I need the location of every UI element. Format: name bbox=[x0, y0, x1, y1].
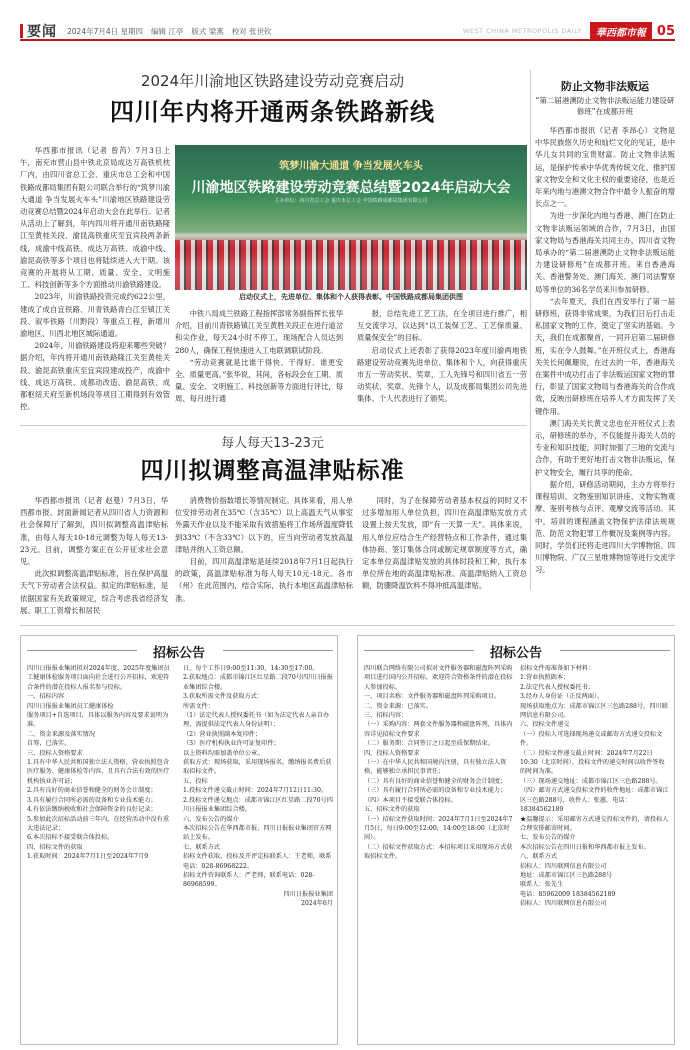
notice-line: （一）采购内容：两套文件服务器和磁盘阵列，具体内容详见招标文件要求 bbox=[364, 721, 513, 738]
section-title: 要闻 bbox=[27, 24, 57, 40]
story1-column-b bbox=[175, 308, 343, 420]
story1-column-a bbox=[20, 145, 170, 420]
notice-line: 2.具有良好的商业信誉和健全的财务会计制度； bbox=[27, 787, 157, 795]
photo-organizers: 主办单位：四川省总工会 重庆市总工会 中国铁路成都局集团有限公司 bbox=[274, 198, 428, 204]
notice-line: 本次招标公告在华西都市报、四川日报报业集团官方网站上发布。 bbox=[183, 824, 332, 842]
story2-headline: 四川拟调整高温津贴标准 bbox=[140, 458, 405, 484]
page-header bbox=[20, 23, 675, 41]
notice-line: （三）现场递交地址：成都市锦江区三色路288号。 bbox=[520, 777, 662, 785]
notice-line: 获取方式：现场获取，采用现场报名，缴纳报名费后获取招标文件。 bbox=[183, 759, 332, 776]
notice-line: 所需文件： bbox=[183, 702, 214, 710]
notice-1-date: 2024年6月 bbox=[300, 900, 333, 908]
notice-line: 1.获取时间：2024年7月1日至2024年7月9 bbox=[27, 853, 149, 861]
paragraph: “劳动竞赛就是比谁干得快、干得好、谁更安全、质量更高。”张华说，其间，各标段会在工期、质量、安全、文明施工、科技创新等方面进行评比，每周、每月进行通 bbox=[175, 357, 343, 404]
notice-line: 二、资金来源：已落实。 bbox=[364, 702, 433, 710]
page-number: 05 bbox=[656, 23, 675, 39]
notice-line: （一）在中华人民共和国境内注册，具有独立法人资格，能够独立承担民事责任； bbox=[364, 759, 507, 776]
notice-line: 一、招标内容 bbox=[27, 693, 65, 701]
notice-line: 七、联系方式 bbox=[183, 843, 221, 851]
paragraph: 2024年，川渝铁路建设将迎来哪些突破？据介绍，年内将开通川南铁路隆江关至黄桂关段、渝昆高铁重庆至宜宾段建成投产，成渝中线、成达万高铁、成都动改造、渝昆高铁、成都枢纽天府至新机场段等项目工期得到有效管控。 bbox=[20, 341, 170, 412]
story2-column-b bbox=[175, 495, 353, 603]
notice-1 bbox=[20, 635, 338, 1045]
notice-line: 八、联系方式 bbox=[520, 853, 558, 861]
notice-2-column-a bbox=[364, 664, 514, 1040]
notice-line: （二）具有良好的商业信誉和健全的财务会计制度； bbox=[364, 777, 507, 785]
notice-1-column-a bbox=[27, 664, 175, 1040]
notice-line: 一、项目名称：文件服务器和磁盘阵列采购项目。 bbox=[364, 693, 501, 701]
event-photo bbox=[175, 145, 527, 290]
notice-line: （三）具有履行合同所必需的设备和专业技术能力； bbox=[364, 787, 507, 795]
section-label bbox=[20, 21, 67, 41]
notice-line: 3.经办人身份证（正反两面）。 bbox=[520, 693, 604, 701]
notice-1-title: 招标公告 bbox=[152, 646, 205, 661]
paragraph: 华西都市报讯（记者 曾芮）7月3日上午，南充市营山县中铁北京局成达万高铁机枕厂内，由四川省总工会、重庆市总工会和中国铁路成都局集团有限公司联合举行的“筑梦川渝大通道 争当发展火车头”川渝地区铁路建设劳动竞赛总结暨2024年启动大会在此举行。记者从活动上了解到，年内四川将开通川南铁路隆江至黄桂关段、渝昆高铁重庆至宜宾段两条新线，成渝中线高铁、成达万高铁、成渝中线、渝昆高铁等多个项目也将陆续进入大干期。该竞赛的开展将从工期、质量、安全、文明施工、科技创新等多个方面推动川渝铁路建设。 bbox=[20, 146, 170, 290]
sidebar-title: 防止文物非法贩运 bbox=[561, 80, 649, 93]
notice-line: 六、发布公告的媒介 bbox=[183, 815, 239, 823]
story-divider bbox=[20, 425, 527, 426]
notice-line: 招标文件需准备如下材料： bbox=[520, 665, 595, 672]
notice-line: 3.获取所需文件及获取方式： bbox=[183, 693, 264, 701]
notice-line: 3.具有履行合同所必需的设备和专业技术能力； bbox=[27, 796, 157, 804]
notice-line: 招标人：四川联网信息有限公司 bbox=[520, 862, 607, 870]
paragraph: 为进一步深化内地与香港、澳门在防止文物非法贩运领域的合作，7月3日，由国家文物局与香港海关共同主办，四川省文物局承办的“第二届港澳防止文物非法贩运能力建设研修班”在成都开班。来自香港海关、香港警务处、澳门海关、澳门司法警察局等单位的36名学员来川参加研修。 bbox=[535, 211, 675, 294]
notice-line: 四、招标文件的获取 bbox=[27, 843, 83, 851]
proofreader-credit: 校对 张世钦 bbox=[231, 26, 272, 36]
notice-line: 四川联合网络有限公司拟对文件服务器和磁盘阵列采购项目进行国内公开招标，欢迎符合资格条件的潜在投标人参加投标。 bbox=[364, 665, 513, 691]
notice-1-column-b bbox=[183, 664, 333, 1040]
paragraph: 报，总结先进工艺工法，在全项目进行推广，相互交流学习，以达到“以工装保工艺、工艺保质量、质量保安全”的目标。 bbox=[357, 309, 527, 343]
sidebar-subtitle: “第二届港澳防止文物非法贩运能力建设研修班”在成都开班 bbox=[535, 96, 675, 116]
story2-column-c bbox=[362, 495, 527, 595]
paragraph: 同时，为了在保障劳动者基本权益的同时又不过多增加用人单位负担，四川在高温津贴发放方式设置上按天发放，即“有一天算一天”。具体来说，用人单位应结合生产经营特点和工作条件，通过集体协商、签订集体合同或制定规章制度等方式，确定本单位高温津贴发放的具体时段和工种，执行本单位所在地的高温津贴标准。高温津贴纳入工资总额，防骤降温饮料不得冲抵高温津贴。 bbox=[362, 496, 527, 591]
issue-date: 2024年7月4日 星期四 bbox=[67, 26, 144, 36]
header-meta bbox=[67, 26, 463, 37]
notice-line: （二）服务期：合同签订之日起至质保期结束。 bbox=[364, 740, 494, 748]
paragraph: 此次拟调整高温津贴标准，旨在保护高温天气下劳动者合法权益。拟定的津贴标准，是依据国家有关政策规定，综合考虑我省经济发展、职工工资增长和居民 bbox=[20, 569, 168, 615]
notice-1-signature: 四川日报报业集团 bbox=[283, 890, 333, 898]
paragraph: 据介绍，研修活动期间，主办方将举行课程培训、文物鉴别知识讲座、文物实物观摩、鉴别考核与点评、观摩交流等活动。其中，培训的课程涵盖文物保护法律法规规范、防范文物犯罪工作概况及案例等内容。同时，学员们还将走进四川大学博物馆、四川博物院、广汉三星堆博物馆等进行交流学习。 bbox=[535, 479, 675, 575]
notice-line: 招标人：四川联网信息有限公司 bbox=[520, 900, 607, 908]
notice-line: （四）本项目不接受联合体投标。 bbox=[364, 796, 457, 804]
paragraph: 华西都市报讯（记者 赵曼）7月3日，华西都市报、封面新闻记者从四川省人力资源和社会保障厅了解到，四川拟调整高温津贴标准，由每人每天10-18元调整为每人每天13-23元。目前，调整方案正在公开征求社会意见。 bbox=[20, 496, 168, 567]
notice-line: 四、投标人资格要求 bbox=[364, 749, 420, 757]
notice-line: ★温馨提示：采用邮寄方式递交投标文件的，请投标人合理安排邮寄时间。 bbox=[520, 815, 669, 832]
notice-line: 电话：85962009 18384562189 bbox=[520, 890, 616, 898]
notice-line: （一）招标文件获取时间：2024年7月1日至2024年7月5日，每日9:00至12:00，14:00至18:00（北京时间）。 bbox=[364, 815, 513, 842]
notice-line: 七、发布公告的媒介 bbox=[520, 834, 576, 842]
notice-line: 服务项目+自选项目，具体以服务内容及要求说明为准。 bbox=[27, 712, 169, 729]
paragraph: 中铁八局成兰铁路工程指挥部常务副指挥长张华介绍，目前川青铁路镇江关至黄胜关段正在进行道岔和尖作业，每天24小时不停工，现场配合人员达到280人，确保工程快速进入工电联调联试阶段。 bbox=[175, 309, 343, 355]
notice-line: （二）投标文件递交截止时间：2024年7月22日10:30（北京时间），投标文件的递交时间以收件签收的时间为准。 bbox=[520, 749, 665, 776]
notice-line: 2.投标文件递交地点：成都市锦江区红星路二段70号四川日报报业集团综合楼。 bbox=[183, 796, 333, 814]
section-bar bbox=[20, 24, 23, 38]
notice-line: （3）医疗机构执业许可证复印件； bbox=[183, 740, 280, 748]
paragraph: “去年夏天，我们在西安举行了第一届研修班，获得非常成果，为我们日后打击走私国家文物的工作，奠定了坚实的基础。今天，我们在成都聚首，一同开启第二届研修班，实在令人鼓舞。”在开班仪式上，香港海关关长何佩珊说，在过去的一年，香港海关在案件中成功打击了非法贩运国家文物的罪行，彰显了国家文物局与香港海关的合作成效，反映出研修班在培养人才方面发挥了关键作用。 bbox=[535, 296, 675, 416]
notice-line: 1.具有中华人民共和国独立法人资格，营业执照包含医疗服务、健康体检等内容，且具有合法有效的医疗机构执业许可证； bbox=[27, 759, 170, 785]
notice-line: 五、招标文件的获取 bbox=[364, 806, 420, 814]
notice-line: 5.参加此次招标活动前三年内，在经营活动中没有重大违法记录； bbox=[27, 815, 170, 832]
photo-crowd bbox=[175, 240, 527, 290]
paragraph: 华西都市报讯（记者 李昂心）文物是中华民族悠久历史和灿烂文化的见证，是中华儿女共同的宝贵财富。防止文物非法贩运，是保护传承中华优秀传统文化、推护国家文物安全和文化主权的重要途径，也是近年来内地与港澳文物合作中最令人振奋的增长点之一。 bbox=[535, 126, 675, 209]
notice-line: 六、投标文件递交 bbox=[520, 721, 570, 729]
notice-line: 四川日报报业集团拟对2024年度、2025年度集团员工健康体检服务项目面向社会进行公开招标，欢迎符合条件的潜在投标人报名参与投标。 bbox=[27, 665, 170, 691]
story1-column-c bbox=[357, 308, 527, 420]
notice-line: 4.有依法缴纳税收和社会保障资金的良好记录； bbox=[27, 806, 157, 814]
english-masthead: WEST CHINA METROPOLIS DAILY bbox=[462, 27, 582, 35]
notice-line: 日，每个工作日9:00至11:30，14:30至17:00。 bbox=[183, 665, 319, 672]
paragraph: 目前，四川高温津贴是延续2018年7月1日起执行的政策，高温津贴标准为每人每天10元-18元。各市（州）在此范围内，结合实际，执行本地区高温津贴标准。 bbox=[175, 557, 353, 603]
notice-line: （2）营业执照副本复印件； bbox=[183, 730, 262, 738]
notice-line: 2.法定代表人授权委托书； bbox=[520, 683, 594, 691]
paragraph: 启动仪式上还表彰了获得2023年度川渝两地铁路建设劳动竞赛先进单位、集体和个人，向获得重庆市五一劳动奖状、奖章，工人先锋号和四川省五一劳动奖状、奖章、先锋个人，以及成都局集团公司先进集体、个人代表进行了颁奖。 bbox=[357, 345, 527, 404]
notice-divider bbox=[20, 625, 675, 626]
paragraph: 2023年，川渝铁路投资完成约622公里，建成了成自宜铁路、川青铁路青白江至镇江关段、叙毕铁路（川黔段）等重点工程，新增川渝地区、川西北地区城际通道。 bbox=[20, 292, 170, 339]
notice-2 bbox=[357, 635, 675, 1045]
notice-line: 四川日报报业集团员工健康体检 bbox=[27, 702, 114, 710]
notice-line: 二、资金来源及落实情况 bbox=[27, 730, 96, 738]
editor-credit: 编辑 江亭 bbox=[151, 26, 184, 36]
notice-line: 1.投标文件递交截止时间：2024年7月12日11:30。 bbox=[183, 787, 328, 795]
designer-credit: 版式 梁燕 bbox=[191, 26, 224, 36]
notice-line: 地址：成都市锦江区三色路288号 bbox=[520, 871, 613, 879]
story2-kicker: 每人每天13-23元 bbox=[221, 436, 324, 451]
notice-line: 招标文件咨询联系人：严老师，联系电话：028-86968599。 bbox=[183, 871, 315, 889]
paragraph: 澳门海关关长黄文忠也在开班仪式上表示，研修班的举办，不仅能提升海关人员的专业和知识技能，同时加强了三地的交流与合作，有助于更好地打击文物非法贩运，保护文物安全，履行共享的使命。 bbox=[535, 418, 675, 477]
notice-2-title: 招标公告 bbox=[489, 646, 542, 661]
notice-line: （一）投标人可选择现场递交或邮寄方式递交投标文件。 bbox=[520, 730, 663, 748]
story1-headline: 四川年内将开通两条铁路新线 bbox=[110, 98, 435, 126]
notice-line: 本次招标公告在四川日报和华西都市报上发布。 bbox=[520, 843, 650, 851]
notice-line: 联系人：张先生 bbox=[520, 881, 564, 889]
notice-line: 五、投标 bbox=[183, 777, 208, 785]
notice-line: （1）法定代表人授权委托书（如为法定代表人亲自办理，需提供法定代表人身份证明）； bbox=[183, 712, 330, 729]
notice-line: 现场获取地点为：成都市锦江区三色路288号，四川联网信息有限公司。 bbox=[520, 702, 668, 720]
story1-kicker: 2024年川渝地区铁路建设劳动竞赛启动 bbox=[140, 72, 405, 90]
paragraph: 消费物价指数增长等情况制定。具体来看，用人单位安排劳动者在35℃（含35℃）以上高温天气从事室外露天作业以及不能采取有效措施将工作场所温度降低到33℃（不含33℃）以下的，应当向劳动者发放高温津贴并纳入工资总额。 bbox=[175, 496, 353, 554]
notice-line: （二）招标文件获取方式：本招标项目采用现场方式获取招标文件。 bbox=[364, 843, 513, 861]
notice-line: 招标文件获取、投标及开评定标联系人：王老师，联系电话：028-86968222。 bbox=[183, 853, 332, 870]
notice-line: 2.获取地点：成都市锦江区红星路二段70号四川日报报业集团综合楼。 bbox=[183, 674, 333, 691]
notice-line: 三、招标内容： bbox=[364, 712, 408, 720]
column-divider bbox=[530, 70, 531, 590]
sidebar-body bbox=[535, 125, 675, 590]
notice-line: 1.营业执照副本； bbox=[520, 674, 570, 682]
notice-2-column-b bbox=[520, 664, 670, 1040]
notice-line: 三、投标人资格要求 bbox=[27, 749, 83, 757]
photo-banner-title: 川渝地区铁路建设劳动竞赛总结暨2024年启动大会 bbox=[191, 180, 511, 196]
photo-slogan: 筑梦川渝大通道 争当发展火车头 bbox=[279, 161, 423, 172]
notice-line: 以上资料均需加盖单位公章。 bbox=[183, 749, 264, 757]
notice-line: （四）邮寄方式递交投标文件的收件地址：成都市锦江区三色路288号，收件人：张蕙，电话：18384562189 bbox=[520, 787, 669, 814]
story2-column-a bbox=[20, 495, 168, 615]
brand-logo: 華西都市報 bbox=[590, 22, 652, 41]
notice-line: 6.本次招标不接受联合体投标。 bbox=[27, 834, 114, 842]
notice-line: 自筹，已落实。 bbox=[27, 740, 71, 748]
photo-caption: 启动仪式上，先进单位、集体和个人获得表彰。中国铁路成都局集团供图 bbox=[239, 293, 463, 301]
